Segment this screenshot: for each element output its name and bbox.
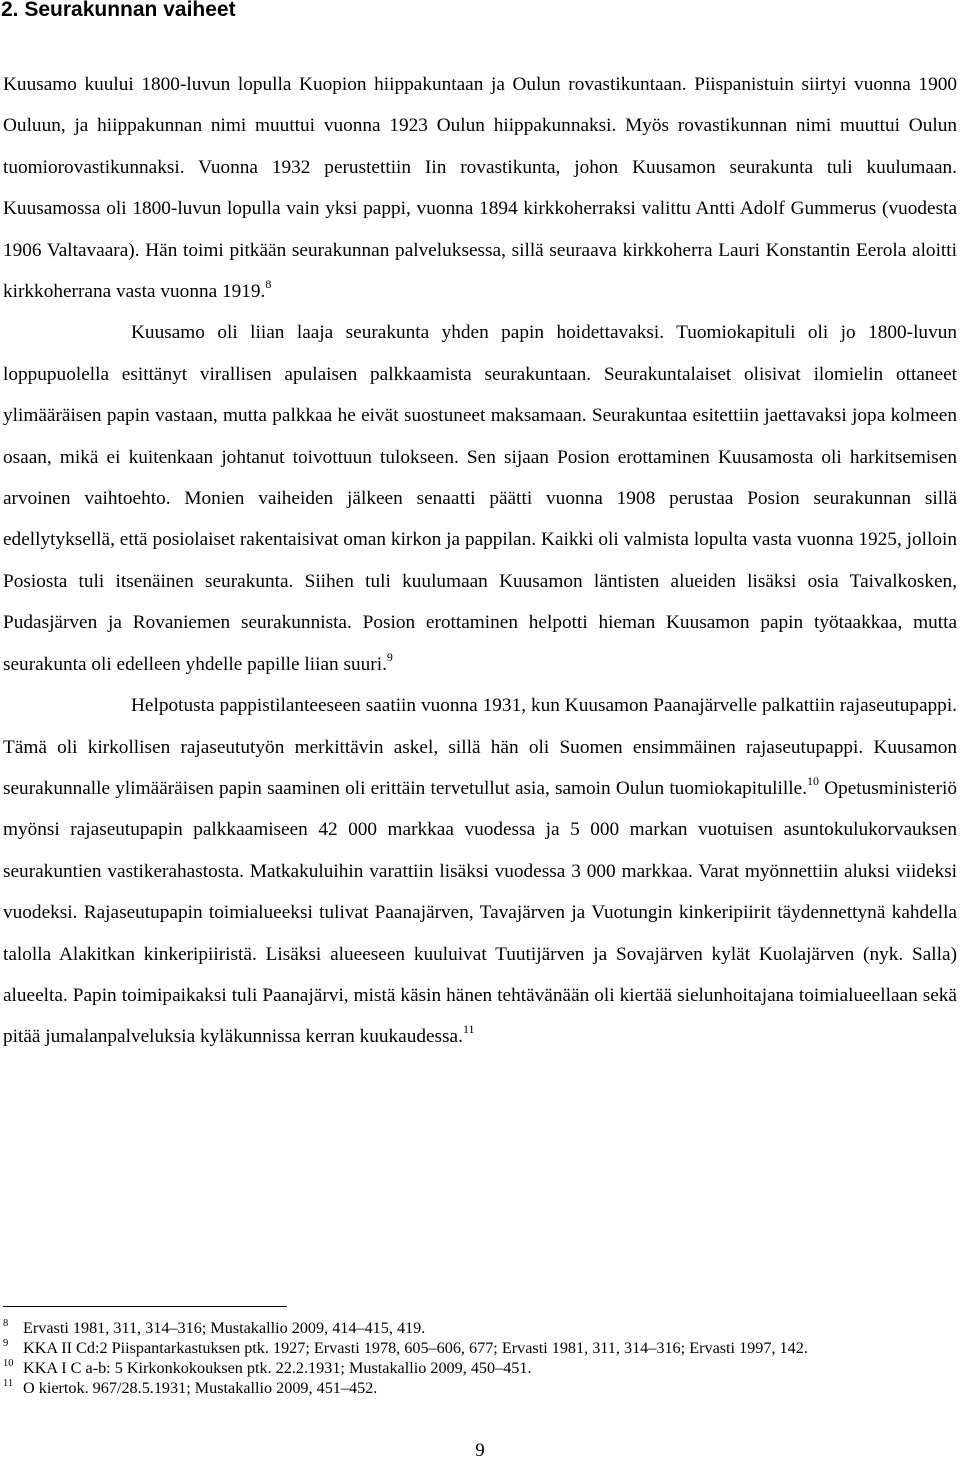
footnote-9 <box>3 1338 955 1358</box>
paragraph-text: Kuusamo oli liian laaja seurakunta yhden papin hoidettavaksi. Tuomiokapituli oli jo 1800-luvun loppupuolella esittänyt virallisen apulaisen palkkaamista seurakuntaan. Seurakuntalaiset olisivat ilomielin ottaneet ylimääräisen papin vastaan, mutta palkkaa he eivät suostuneet maksamaan. Seurakuntaa esitettiin jaettavaksi jopa kolmeen osaan, mikä ei kuitenkaan johtanut toivottuun tulokseen. Sen sijaan Posion erottaminen Kuusamosta oli harkitsemisen arvoinen vaihtoehto. Monien vaiheiden jälkeen senaatti päätti vuonna 1908 perustaa Posion seurakunnan sillä edellytyksellä, että posiolaiset rakentaisivat oman kirkon ja pappilan. Kaikki oli valmista lopulta vasta vuonna 1925, jolloin Posiosta tuli itsenäinen seurakunta. Siihen tuli kuulumaan Kuusamon läntisten alueiden lisäksi osia Taivalkosken, Pudasjärven ja Rovaniemen seurakunnista. Posion erottaminen helpotti hieman Kuusamon papin työtaakkaa, mutta seurakunta oli edelleen yhdelle papille liian suuri. <box>3 322 957 675</box>
footnote-text: KKA II Cd:2 Piispantarkastuksen ptk. 1927; Ervasti 1978, 605–606, 677; Ervasti 1981, 311, 314–316; Ervasti 1997, 142. <box>23 1339 808 1357</box>
footnote-8 <box>3 1318 955 1338</box>
footnote-number: 10 <box>3 1358 14 1369</box>
footnotes <box>3 1318 955 1398</box>
paragraph-text: Opetusministeriö myönsi rajaseutupapin palkkaamiseen 42 000 markkaa vuodessa ja 5 000 markan vuotuisen asuntokulukorvauksen seurakuntien vastikerahastosta. Matkakuluihin varattiin lisäksi vuodessa 3 000 markkaa. Varat myönnettiin aluksi viideksi vuodeksi. Rajaseutupapin toimialueeksi tulivat Paanajärven, Tavajärven ja Vuotungin kinkeripiirit täydennettynä kahdella talolla Alakitkan kinkeripiiristä. Lisäksi alueeseen kuuluivat Tuutijärven ja Sovajärven kylät Kuolajärven (nyk. Salla) alueelta. Papin toimipaikaksi tuli Paanajärvi, mistä käsin hänen tehtävänään oli kiertää sielunhoitajana toimialueellaan sekä pitää jumalanpalveluksia kyläkunnissa kerran kuukaudessa. <box>3 777 958 1048</box>
footnote-number: 11 <box>3 1378 14 1389</box>
paragraph-2 <box>3 312 957 685</box>
footnote-ref: 11 <box>462 1022 475 1037</box>
paragraph-3 <box>3 685 957 1058</box>
footnote-number: 9 <box>3 1338 9 1349</box>
body-text <box>3 64 957 1058</box>
footnote-11 <box>3 1378 955 1398</box>
paragraph-text: Kuusamo kuului 1800-luvun lopulla Kuopion hiippakuntaan ja Oulun rovastikuntaan. Piispanistuin siirtyi vuonna 1900 Ouluun, ja hiippakunnan nimi muuttui vuonna 1923 Oulun hiippakunnaksi. Myös rovastikunnan nimi muuttui Oulun tuomiorovastikunnaksi. Vuonna 1932 perustettiin Iin rovastikunta, johon Kuusamon seurakunta tuli kuulumaan. Kuusamossa oli 1800-luvun lopulla vain yksi pappi, vuonna 1894 kirkkoherraksi valittu Antti Adolf Gummerus (vuodesta 1906 Valtavaara). Hän toimi pitkään seurakunnan palveluksessa, sillä seuraava kirkkoherra Lauri Konstantin Eerola aloitti kirkkoherrana vasta vuonna 1919. <box>3 74 957 303</box>
paragraph-1 <box>3 64 957 312</box>
footnote-text: KKA I C a-b: 5 Kirkonkokouksen ptk. 22.2.1931; Mustakallio 2009, 450–451. <box>23 1359 532 1377</box>
footnote-ref: 10 <box>806 773 819 788</box>
footnote-divider <box>3 1306 287 1307</box>
footnote-ref: 9 <box>386 649 393 664</box>
footnote-number: 8 <box>3 1318 9 1329</box>
paragraph-text: Helpotusta pappistilanteeseen saatiin vuonna 1931, kun Kuusamon Paanajärvelle palkattiin rajaseutupappi. Tämä oli kirkollisen rajaseututyön merkittävin askel, sillä hän oli Suomen ensimmäinen rajaseutupappi. Kuusamon seurakunnalle ylimääräisen papin saaminen oli erittäin tervetullut asia, samoin Oulun tuomiokapitulille. <box>3 695 957 799</box>
section-heading: 2. Seurakunnan vaiheet <box>1 0 236 21</box>
footnote-text: Ervasti 1981, 311, 314–316; Mustakallio 2009, 414–415, 419. <box>23 1319 426 1337</box>
footnote-10 <box>3 1358 955 1378</box>
footnote-text: O kiertok. 967/28.5.1931; Mustakallio 2009, 451–452. <box>23 1379 378 1397</box>
page-number: 9 <box>475 1440 485 1461</box>
footnote-ref: 8 <box>265 277 272 292</box>
